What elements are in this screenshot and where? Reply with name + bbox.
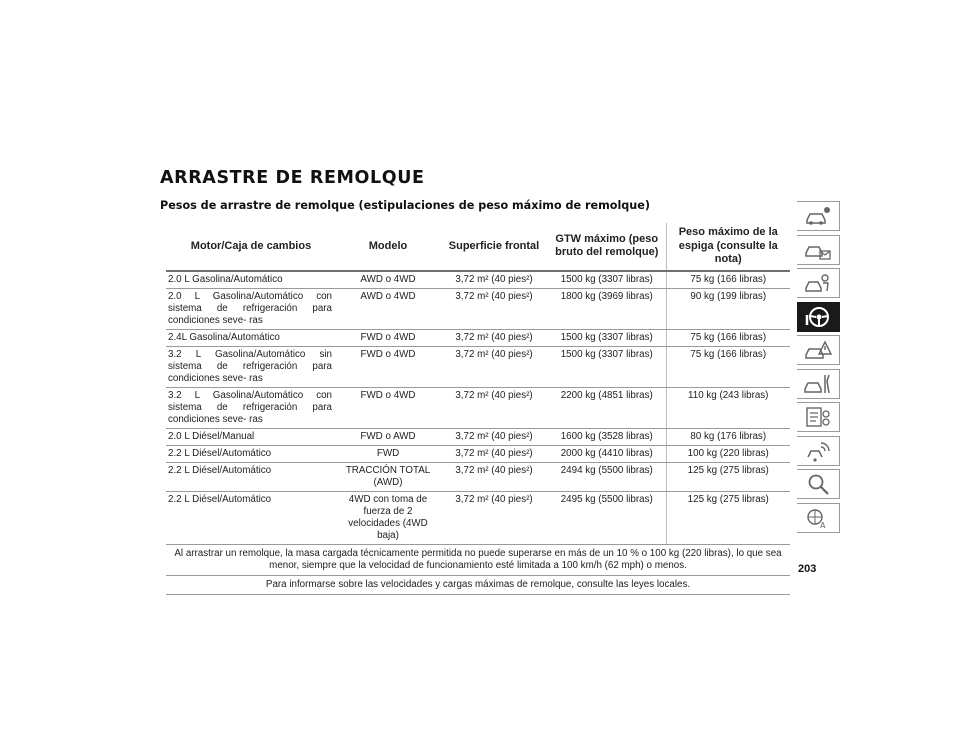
search-icon	[803, 472, 833, 496]
chapter-tab[interactable]	[797, 402, 840, 432]
cell-motor: 3.2 L Gasolina/Automático sin sistema de refrigeración para condiciones seve- ras	[166, 346, 336, 387]
cell-motor: 2.0 L Gasolina/Automático	[166, 271, 336, 289]
specifications-list-icon	[803, 405, 833, 429]
table-row	[166, 428, 790, 445]
cell-espiga: 125 kg (275 libras)	[666, 491, 790, 544]
car-warning-icon	[803, 338, 833, 362]
page-number: 203	[798, 563, 817, 575]
cell-motor: 2.2 L Diésel/Automático	[166, 491, 336, 544]
table-row	[166, 462, 790, 491]
table-row	[166, 491, 790, 544]
cell-superficie: 3,72 m² (40 pies²)	[440, 346, 548, 387]
chapter-tabs	[797, 201, 841, 536]
chapter-tab[interactable]	[797, 436, 840, 466]
car-service-icon	[803, 372, 833, 396]
cell-gtw: 1500 kg (3307 libras)	[548, 271, 666, 289]
chapter-tab[interactable]	[797, 335, 840, 365]
cell-motor: 2.4L Gasolina/Automático	[166, 329, 336, 346]
cell-espiga: 75 kg (166 libras)	[666, 329, 790, 346]
header-superficie: Superficie frontal	[440, 223, 548, 271]
cell-modelo: FWD o 4WD	[336, 387, 440, 428]
header-gtw: GTW máximo (peso bruto del remolque)	[548, 223, 666, 271]
cell-modelo: AWD o 4WD	[336, 288, 440, 329]
table-row	[166, 346, 790, 387]
cell-motor: 2.0 L Gasolina/Automático con sistema de refrigeración para condiciones seve- ras	[166, 288, 336, 329]
cell-gtw: 2200 kg (4851 libras)	[548, 387, 666, 428]
table-note-row	[166, 575, 790, 594]
cell-espiga: 110 kg (243 libras)	[666, 387, 790, 428]
cell-espiga: 80 kg (176 libras)	[666, 428, 790, 445]
chapter-tab[interactable]	[797, 268, 840, 298]
cell-gtw: 1500 kg (3307 libras)	[548, 346, 666, 387]
cell-modelo: AWD o 4WD	[336, 271, 440, 289]
table-header-row	[166, 223, 790, 271]
car-safety-icon	[803, 271, 833, 295]
cell-superficie: 3,72 m² (40 pies²)	[440, 445, 548, 462]
cell-modelo: FWD o 4WD	[336, 329, 440, 346]
cell-modelo: FWD o 4WD	[336, 346, 440, 387]
header-modelo: Modelo	[336, 223, 440, 271]
section-title: ARRASTRE DE REMOLQUE	[160, 168, 425, 188]
multimedia-icon	[803, 439, 833, 463]
cell-modelo: 4WD con toma de fuerza de 2 velocidades (4WD baja)	[336, 491, 440, 544]
cell-espiga: 125 kg (275 libras)	[666, 462, 790, 491]
header-espiga: Peso máximo de la espiga (consulte la nota)	[666, 223, 790, 271]
cell-modelo: FWD	[336, 445, 440, 462]
steering-wheel-icon	[803, 305, 833, 329]
cell-motor: 2.0 L Diésel/Manual	[166, 428, 336, 445]
cell-gtw: 1800 kg (3969 libras)	[548, 288, 666, 329]
table-row	[166, 445, 790, 462]
chapter-tab[interactable]	[797, 302, 840, 332]
cell-espiga: 100 kg (220 libras)	[666, 445, 790, 462]
cell-superficie: 3,72 m² (40 pies²)	[440, 288, 548, 329]
cell-gtw: 2495 kg (5500 libras)	[548, 491, 666, 544]
towing-weights-table	[166, 223, 790, 595]
chapter-tab[interactable]	[797, 235, 840, 265]
svg-text:A: A	[820, 520, 826, 530]
cell-superficie: 3,72 m² (40 pies²)	[440, 387, 548, 428]
cell-gtw: 2494 kg (5500 libras)	[548, 462, 666, 491]
table-row	[166, 288, 790, 329]
table-note-limit: Al arrastrar un remolque, la masa cargada técnicamente permitida no puede superarse en más de un 10 % o 100 kg (220 libras), lo que sea menor, siempre que la velocidad de funcionamiento esté limitada a 100 km/h (62 mph) o menos.	[166, 544, 790, 575]
cell-superficie: 3,72 m² (40 pies²)	[440, 462, 548, 491]
cell-gtw: 1600 kg (3528 libras)	[548, 428, 666, 445]
table-caption: Pesos de arrastre de remolque (estipulaciones de peso máximo de remolque)	[160, 199, 650, 212]
cell-modelo: TRACCIÓN TOTAL (AWD)	[336, 462, 440, 491]
table-note-row	[166, 544, 790, 575]
cell-modelo: FWD o AWD	[336, 428, 440, 445]
cell-espiga: 75 kg (166 libras)	[666, 346, 790, 387]
cell-espiga: 90 kg (199 libras)	[666, 288, 790, 329]
cell-superficie: 3,72 m² (40 pies²)	[440, 491, 548, 544]
cell-gtw: 1500 kg (3307 libras)	[548, 329, 666, 346]
table-row	[166, 329, 790, 346]
index-language-icon	[803, 506, 833, 530]
chapter-tab[interactable]	[797, 503, 840, 533]
cell-motor: 2.2 L Diésel/Automático	[166, 445, 336, 462]
cell-superficie: 3,72 m² (40 pies²)	[440, 271, 548, 289]
table-row	[166, 271, 790, 289]
car-mail-icon	[803, 238, 833, 262]
car-info-icon	[803, 204, 833, 228]
cell-espiga: 75 kg (166 libras)	[666, 271, 790, 289]
chapter-tab[interactable]	[797, 469, 840, 499]
table-row	[166, 387, 790, 428]
header-motor: Motor/Caja de cambios	[166, 223, 336, 271]
chapter-tab[interactable]	[797, 369, 840, 399]
cell-gtw: 2000 kg (4410 libras)	[548, 445, 666, 462]
cell-motor: 3.2 L Gasolina/Automático con sistema de refrigeración para condiciones seve- ras	[166, 387, 336, 428]
cell-superficie: 3,72 m² (40 pies²)	[440, 428, 548, 445]
cell-superficie: 3,72 m² (40 pies²)	[440, 329, 548, 346]
cell-motor: 2.2 L Diésel/Automático	[166, 462, 336, 491]
table-note-local-laws: Para informarse sobre las velocidades y cargas máximas de remolque, consulte las leyes locales.	[166, 575, 790, 594]
chapter-tab[interactable]	[797, 201, 840, 231]
